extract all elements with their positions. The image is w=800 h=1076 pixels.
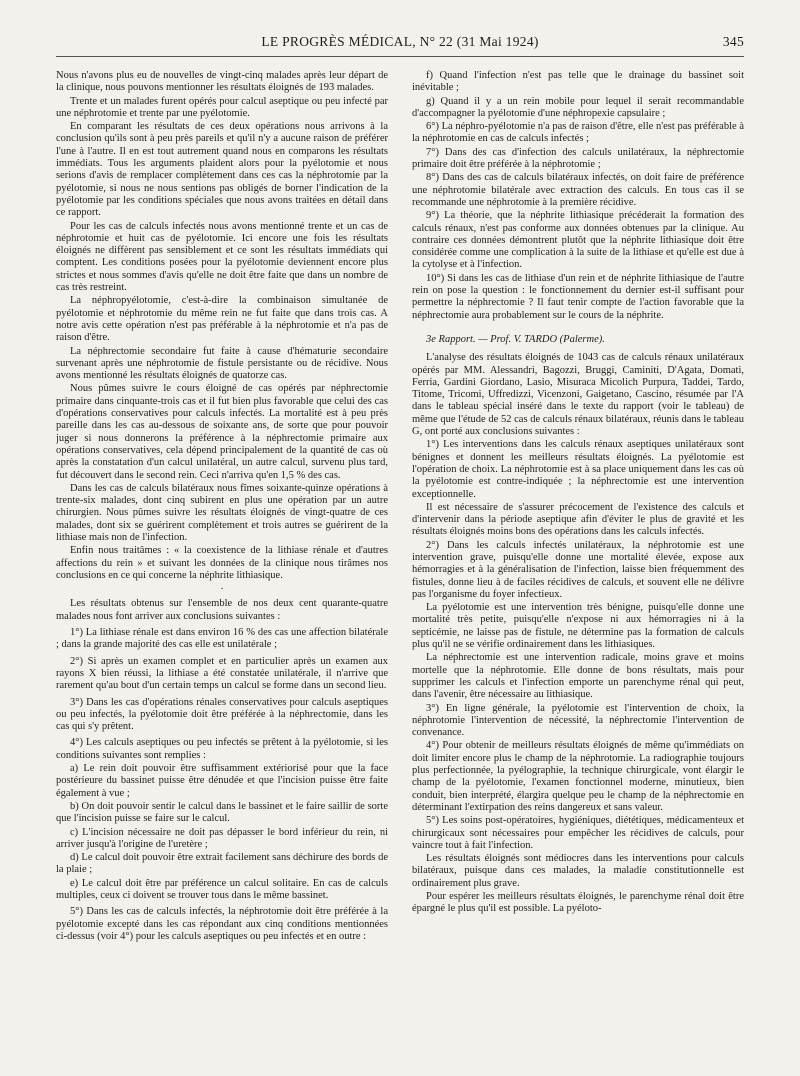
conclusion-item: 6°) La néphro-pyélotomie n'a pas de raison d'être, elle n'est pas préférable à la néphrotomie en cas de calculs infectés ; xyxy=(412,121,744,145)
condition-item: e) Le calcul doit être par préférence un calcul solitaire. En cas de calculs multiples, ceux ci doivent se trouver tous dans le même bassinet. xyxy=(56,877,388,901)
paragraph: En comparant les résultats de ces deux opérations nous arrivons à la conclusion qu'ils sont à peu près pareils et qu'il n'y a aucune raison de préférer l'une à l'autre. Il en est tout autrement quand nous en comparons les résultats immédiats. Tous les arguments plaident alors pour la pyélotomie et nous serions d'avis de remplacer complètement dans ces cas la néphrotomie par la pyélotomie, si nous ne nous sentions pas obligés de borner l'indication de la pyélotomie par les conditions spéciales que nous avons traitées en détail dans ce rapport. xyxy=(56,121,388,219)
separator-dot: · xyxy=(220,584,224,596)
paragraph: Les résultats obtenus sur l'ensemble de nos deux cent quarante-quatre malades nous font arriver aux conclusions suivantes : xyxy=(56,598,388,622)
condition-item: d) Le calcul doit pouvoir être extrait facilement sans déchirure des bords de la plaie ; xyxy=(56,852,388,876)
conclusion-item: 7°) Dans des cas d'infection des calculs unilatéraux, la néphrectomie primaire doit être préférée à la néphrotomie ; xyxy=(412,146,744,171)
right-column xyxy=(412,70,744,1066)
paragraph: L'analyse des résultats éloignés de 1043 cas de calculs rénaux unilatéraux opérés par MM. Alessandri, Bagozzi, Bruggi, Caminiti, D'Agata, Domati, Ferria, Gardini Giordano, Lasio, Misuraca Micolich Purpura, Taddei, Tardo, Titome, Tricomi, Uffredizzi, Vicenzoni, Gaigetano, Cascino, résumée par l'A dans le tableau spécial inséré dans le texte du rapport (voir le tableau) de même que l'étude de 52 cas de calculs rénaux bilatéraux, réunis dans le tableau G, ont porté aux conclusions suivantes : xyxy=(412,352,744,438)
condition-item: g) Quand il y a un rein mobile pour lequel il serait recommandable d'accompagner la pyélotomie d'une néphropexie capsulaire ; xyxy=(412,95,744,119)
paragraph: Pour espérer les meilleurs résultats éloignés, le parenchyme rénal doit être épargné le plus qu'il est possible. La pyéloto- xyxy=(412,891,744,915)
page-header xyxy=(56,34,744,56)
paragraph: Trente et un malades furent opérés pour calcul aseptique ou peu infecté par une néphrotomie et trente par une pyélotomie. xyxy=(56,95,388,119)
paragraph: La néphrectomie est une intervention radicale, moins grave et moins mortelle que la néphrotomie. Elle donne de bons résultats, mais pour supprimer les calculs et l'infection emporte un parenchyme rénal qui peut, dans l'avenir, être nécessaire au lithiasique. xyxy=(412,652,744,701)
conclusion-item: 8°) Dans des cas de calculs bilatéraux infectés, on doit faire de préférence une néphrotomie bilatérale avec extraction des calculs. En tous cas il se recommande une néphrotomie à la première récidive. xyxy=(412,172,744,208)
conclusion-item: 5°) Dans les cas de calculs infectés, la néphrotomie doit être préférée à la pyélotomie excepté dans les cas répondant aux cinq conditions mentionnées ci-dessus (voir 4°) pour les calculs aseptiques ou peu infectés et en outre : xyxy=(56,906,388,942)
conclusion-item: 4°) Les calculs aseptiques ou peu infectés se prêtent à la pyélotomie, si les conditions suivantes sont remplies : xyxy=(56,737,388,761)
rapport-heading: 3e Rapport. — Prof. V. TARDO (Palerme). xyxy=(426,333,605,345)
journal-title: LE PROGRÈS MÉDICAL, N° 22 (31 Mai 1924) xyxy=(261,34,539,49)
conclusion-item: 1°) La lithiase rénale est dans environ 16 % des cas une affection bilatérale ; dans la grande majorité des cas elle est unilatérale ; xyxy=(56,627,388,651)
paragraph: La néphropyélotomie, c'est-à-dire la combinaison simultanée de pyélotomie et néphrotomie du même rein ne fut faite que dans trois cas. A notre avis cette opération n'est pas préférable à la néphrotomie et n'a pas de raison d'être. xyxy=(56,295,388,344)
conclusion-item: 2°) Dans les calculs infectés unilatéraux, la néphrotomie est une intervention grave, puisqu'elle donne une mortalité élevée, expose aux hémorragies et à la généralisation de l'infection, laisse bien fréquemment des fistules, donne lieu à de faciles récidives de calculs, et souvent elle ne délivre pas l'organisme du foyer infectieux. xyxy=(412,539,744,600)
paragraph: Nous n'avons plus eu de nouvelles de vingt-cinq malades après leur départ de la clinique, nous pouvons mentionner les résultats éloignés de 193 malades. xyxy=(56,70,388,94)
paragraph: Pour les cas de calculs infectés nous avons mentionné trente et un cas de néphrotomie et huit cas de pyélotomie. Ici encore une fois les résultats éloignés ne diffèrent pas sensiblement et ce sont les résultats immédiats qui comptent. Les conditions posées pour la pyélotomie deviennent encore plus strictes et nous sommes d'avis qu'elle ne doit être faite que dans un nombre de cas très restreint. xyxy=(56,220,388,294)
paragraph: Il est nécessaire de s'assurer précocement de l'existence des calculs et d'intervenir dans la période aseptique afin d'éviter le plus de gravité et les résultats éloignés moins bons des opérations dans les calculs infectés. xyxy=(412,501,744,538)
paragraph: La néphrectomie secondaire fut faite à cause d'hématurie secondaire survenant après une néphrotomie de fistule persistante ou de récidive. Nous avons mentionné les résultats éloignés de quatorze cas. xyxy=(56,345,388,382)
condition-item: c) L'incision nécessaire ne doit pas dépasser le bord inférieur du rein, ni arriver jusqu'à l'origine de l'uretère ; xyxy=(56,826,388,850)
paragraph: Nous pûmes suivre le cours éloigné de cas opérés par néphrectomie primaire dans cinquante-trois cas et il fut bien plus favorable que celui des cas d'opérations conservatives pour calculs infectés. La mortalité est à peu près pareille dans les cas au-dessous de soixante ans, de sorte que pour pouvoir juger si nous donnerons la préférence à la néphrectomie primaire aux opérations conservatives, cela dépend principalement de la quantité de cas où après la constatation d'un calcul unilatéral, un autre calcul, survenu plus tard, fut découvert dans le second rein. Ceci n'arriva qu'en 1,5 % des cas. xyxy=(56,383,388,481)
header-rule xyxy=(56,56,744,57)
paragraph: Enfin nous traitâmes : « la coexistence de la lithiase rénale et d'autres affections du rein » et suivant les données de la clinique nous tirâmes nos conclusions en ce qui concerne la néphrite lithiasique. xyxy=(56,545,388,581)
conclusion-item: 2°) Si après un examen complet et en particulier après un examen aux rayons X bien réussi, la lithiase a été constatée unilatérale, il n'arrive que rarement qu'au bout d'un certain temps un calcul se forme dans un second lieu. xyxy=(56,655,388,692)
conclusion-item: 3°) Dans les cas d'opérations rénales conservatives pour calculs aseptiques ou peu infectés, la pyélotomie doit être préférée à la néphrectomie, dans les cas qui s'y prêtent. xyxy=(56,696,388,733)
conclusion-item: 1°) Les interventions dans les calculs rénaux aseptiques unilatéraux sont bénignes et donnent les meilleurs résultats éloignés. La pyélotomie est l'opération de choix. La néphrotomie est à sa place uniquement dans les cas où la pyélotomie est contre-indiquée ; la néphrectomie est une intervention exceptionnelle. xyxy=(412,439,744,500)
paragraph: Les résultats éloignés sont médiocres dans les interventions pour calculs bilatéraux, puisque dans ces malades, la maladie constitutionnelle est ordinairement plus grave. xyxy=(412,853,744,889)
conclusion-item: 9°) La théorie, que la néphrite lithiasique précéderait la formation des calculs rénaux, n'est pas conforme aux données obtenues par la clinique. Au contraire ces données démontrent plutôt que la néphrite lithiasique doit être considérée comme une complication à la suite de la lithiase et qu'elle est due à la cytolyse et à l'infection. xyxy=(412,210,744,271)
paragraph: Dans les cas de calculs bilatéraux nous fîmes soixante-quinze opérations à trente-six malades, dont cinq subirent en plus une opération par un autre chirurgien. Nous pûmes suivre les résultats éloignés de vingt-quatre de ces malades, dont six se guérirent complètement et trois autres se guérirent de la lithiase mais non de l'infection. xyxy=(56,482,388,543)
paragraph: La pyélotomie est une intervention très bénigne, puisqu'elle donne une mortalité très petite, puisqu'elle n'expose ni aux hémorragies ni à la septicémie, ne laisse pas de fistule, ne détermine pas la formation de calculs plus qu'il ne se vérifie ordinairement dans les lithiasiques. xyxy=(412,602,744,651)
page-number: 345 xyxy=(722,34,744,49)
left-column xyxy=(56,70,388,1066)
condition-item: b) On doit pouvoir sentir le calcul dans le bassinet et le faire saillir de sorte que l'incision puisse se faire sur le calcul. xyxy=(56,800,388,825)
conclusion-item: 4°) Pour obtenir de meilleurs résultats éloignés de même qu'immédiats on doit limiter encore plus le champ de la néphrotomie. La radiographie toujours plus perfectionnée, la pyélographie, la technique chirurgicale, vont élargir le champ de la pyélotomie, l'examen fonctionnel moderne, minutieux, bien conduit, bien interprété, élargira quelque peu le champ de la néphrectomie en déterminant l'extirpation des reins dangereux et sans valeur. xyxy=(412,740,744,813)
condition-item: a) Le rein doit pouvoir être suffisamment extériorisé pour que la face postérieure du bassinet puisse être dénudée et que l'incision puisse être faite également à vue ; xyxy=(56,763,388,799)
conclusion-item: 3°) En ligne générale, la pyélotomie est l'intervention de choix, la néphrotomie l'intervention de nécessité, la néphrectomie l'intervention de convenance. xyxy=(412,702,744,739)
condition-item: f) Quand l'infection n'est pas telle que le drainage du bassinet soit inévitable ; xyxy=(412,70,744,94)
conclusion-item: 10°) Si dans les cas de lithiase d'un rein et de néphrite lithiasique de l'autre rein on pose la question : le fonctionnement du dernier est-il suffisant pour permettre la néphrectomie ? Il faut tenir compte de l'action favorable que la néphrectomie aura probablement sur le cours de la néphrite. xyxy=(412,272,744,321)
conclusion-item: 5°) Les soins post-opératoires, hygiéniques, diététiques, médicamenteux et chirurgicaux sont nécessaires pour empêcher les récidives de calculs, pour vaincre tout à fait l'infection. xyxy=(412,815,744,851)
